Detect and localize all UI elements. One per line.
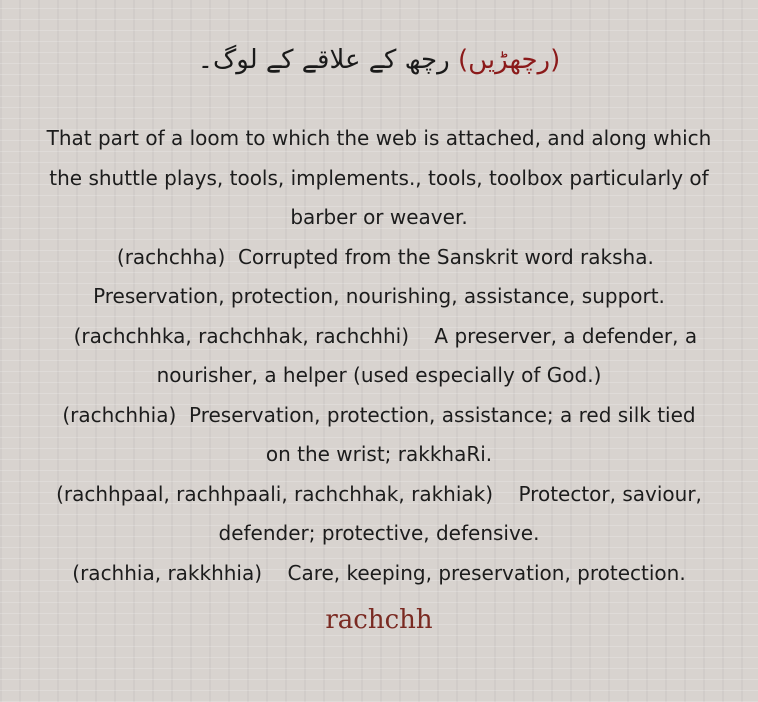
definition-line: on the wrist; rakkhaRi. (265, 442, 493, 466)
definition-line: (rachhpaal, rachhpaali, rachchhak, rakhiak) Protector, saviour, (56, 481, 702, 506)
definition-line: (rachchha) Corrupted from the Sanskrit word raksha. (104, 244, 654, 269)
definition-line: barber or weaver. (290, 205, 468, 229)
definition-line: the shuttle plays, tools, implements., tools, toolbox particularly of (49, 165, 709, 190)
urdu-heading-variant: (رچھڑیں) (457, 45, 561, 75)
definition-line: nourisher, a helper (used especially of God.) (156, 363, 602, 387)
definition-line: (rachhia, rakkhhia) Care, keeping, preservation, protection. (72, 560, 686, 585)
definition-line: (rachchhka, rachchhak, rachchhi) A preserver, a defender, a (60, 323, 698, 348)
definition-block (10, 119, 748, 593)
urdu-heading (0, 40, 758, 80)
definition-line: defender; protective, defensive. (218, 521, 540, 545)
definition-line: (rachchhia) Preservation, protection, assistance; a red silk tied (62, 402, 696, 427)
definition-line: Preservation, protection, nourishing, assistance, support. (93, 284, 665, 308)
headword: rachchh (325, 605, 433, 635)
definition-line: That part of a loom to which the web is attached, and along which (46, 126, 712, 150)
urdu-heading-meaning: رچھ کے علاقے کے لوگ۔ (197, 45, 450, 75)
